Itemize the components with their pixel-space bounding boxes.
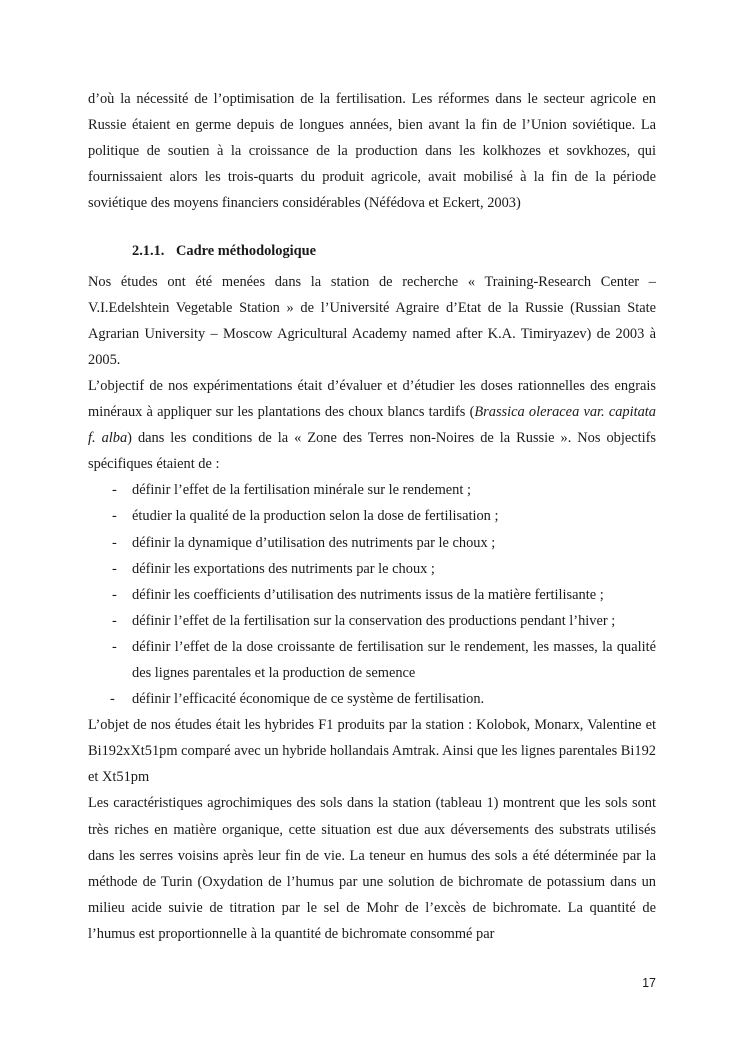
objective-text-end: ) dans les conditions de la « Zone des Terres non-Noires de la Russie ». Nos objectifs spécifiques étaient de :	[88, 430, 657, 473]
section-number: 2.1.1.	[132, 243, 165, 260]
bullet-marker: -	[112, 534, 117, 551]
list-item	[88, 686, 656, 712]
list-item-text: définir l’efficacité économique de ce système de fertilisation.	[132, 691, 485, 708]
list-item	[88, 634, 656, 686]
paragraph-objective	[88, 373, 656, 477]
list-item	[88, 582, 656, 608]
list-item	[88, 477, 656, 503]
list-item-text: définir les exportations des nutriments par le choux ;	[132, 560, 435, 577]
list-item-text: définir l’effet de la fertilisation sur la conservation des productions pendant l’hiver ;	[132, 612, 616, 629]
list-item	[88, 556, 656, 582]
list-item-text: définir les coefficients d’utilisation des nutriments issus de la matière fertilisante ;	[132, 586, 604, 603]
list-item	[88, 608, 656, 634]
objective-text-start: L’objectif de nos expérimentations était d’évaluer et d’étudier les doses rationnelles des engrais minéraux à appliquer sur les plantations des choux blancs tardifs (	[88, 377, 656, 421]
bullet-marker: -	[112, 508, 117, 525]
bullet-marker: -	[112, 586, 117, 603]
list-item-text: définir l’effet de la dose croissante de fertilisation sur le rendement, les masses, la qualité des lignes parentales et la production de semence	[132, 638, 656, 681]
list-item	[88, 530, 656, 556]
bullet-marker: -	[112, 612, 117, 629]
paragraph-intro: d’où la nécessité de l’optimisation de la fertilisation. Les réformes dans le secteur agricole en Russie étaient en germe depuis de longues années, bien avant la fin de l’Union soviétique. La politique de soutien à la croissance de la production dans les kolkhozes et sovkhozes, qui fournissaient alors les trois-quarts du produit agricole, avait mobilisé à la fin de la période soviétique des moyens financiers considérables (Néfédova et Eckert, 2003)	[88, 91, 656, 212]
paragraph-soil: Les caractéristiques agrochimiques des sols dans la station (tableau 1) montrent que les sols sont très riches en matière organique, cette situation est due aux déversements des substrats utilisés dans les serres voisins après leur fin de vie. La teneur en humus des sols a été déterminée par la méthode de Turin (Oxydation de l’humus par une solution de bichromate de potassium dans un milieu acide suivie de titration par le sel de Mohr de l’excès de bichromate. La quantité de l’humus est proportionnelle à la quantité de bichromate consommé par	[88, 795, 656, 942]
list-item-text: étudier la qualité de la production selon la dose de fertilisation ;	[132, 508, 499, 525]
list-item-text: définir l’effet de la fertilisation minérale sur le rendement ;	[132, 482, 471, 499]
paragraph-hybrids: L’objet de nos études était les hybrides F1 produits par la station : Kolobok, Monarx, Valentine et Bi192xXt51pm comparé avec un hybride hollandais Amtrak. Ainsi que les lignes parentales Bi192 et Xt51pm	[88, 717, 656, 786]
section-heading	[132, 238, 656, 264]
bullet-marker: -	[112, 482, 117, 499]
species-name: Brassica oleracea var. capitata f. alba	[88, 404, 656, 447]
list-item	[88, 503, 656, 529]
section-title: Cadre méthodologique	[176, 243, 317, 260]
bullet-marker: -	[112, 560, 117, 577]
objectives-list	[88, 477, 656, 712]
page-number: 17	[642, 976, 656, 990]
page-content	[88, 86, 656, 947]
bullet-marker: -	[112, 638, 117, 655]
list-item-text: définir la dynamique d’utilisation des nutriments par le choux ;	[132, 534, 496, 551]
bullet-marker: -	[110, 691, 115, 708]
paragraph-study-location: Nos études ont été menées dans la station de recherche « Training-Research Center – V.I.Edelshtein Vegetable Station » de l’Université Agraire d’Etat de la Russie (Russian State Agrarian University – Moscow Agricultural Academy named after K.A. Timiryazev) de 2003 à 2005.	[88, 273, 656, 368]
